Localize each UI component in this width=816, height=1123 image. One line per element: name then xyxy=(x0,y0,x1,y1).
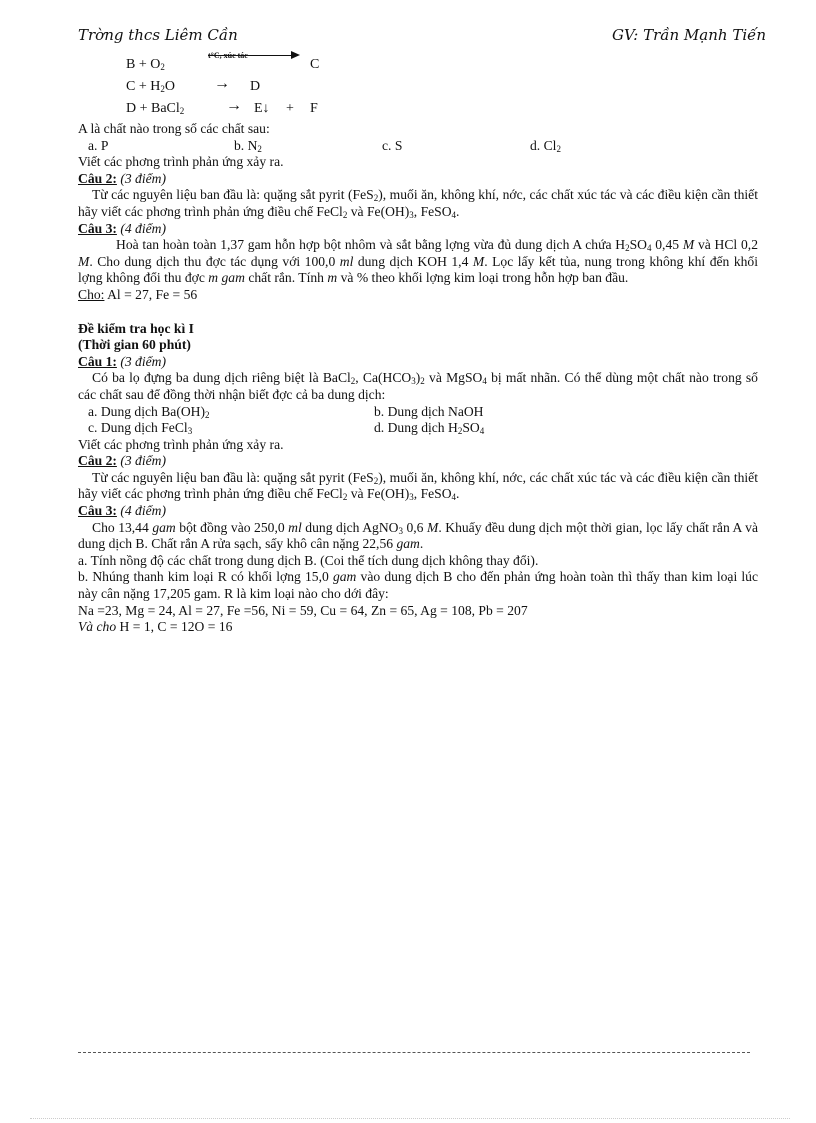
r3-left: D + BaCl xyxy=(126,101,180,116)
p1-question: A là chất nào trong số các chất sau: xyxy=(78,121,270,136)
header-teacher: GV: Trần Mạnh Tiến xyxy=(612,26,767,44)
p1-options xyxy=(78,138,758,155)
p2-option-c: c. Dung dịch FeCl$_3$ xyxy=(88,420,193,437)
right-arrow-icon: → xyxy=(214,75,230,92)
p1-option-a: a. P xyxy=(88,137,109,153)
p2-q1-heading: Câu 1: (3 điểm) xyxy=(78,353,166,369)
p2-option-a: a. Dung dịch $Ba(OH)_2$ xyxy=(88,403,210,420)
p2-options-row2 xyxy=(78,420,758,437)
p2-q2-heading: Câu 2: (3 điểm) xyxy=(78,453,166,469)
p2-masses: Na =23, Mg = 24, Al = 27, Fe =56, Ni = 59, Cu = 64, Zn = 65, Ag = 108, Pb = 207 xyxy=(78,602,528,618)
reaction-condition: t°C, xúc tác xyxy=(208,51,248,60)
p2-q1-text: Có ba lọ đựng ba dung dịch riêng biệt là BaCl$_2$, $Ca(HCO_3)_2$ và MgSO$_4$ bị mất nhãn. Có thể dùng một chất nào trong số các chất sau để đồng thời nhận biết đợc cả ba dung dịch: xyxy=(78,370,758,402)
exam-time: (Thời gian 60 phút) xyxy=(78,337,191,353)
p1-option-d: d. $Cl_2$ xyxy=(530,137,561,154)
r1-left: B + O xyxy=(126,57,161,72)
r3-cl-sub: 2 xyxy=(179,106,185,116)
reaction-2 xyxy=(78,77,758,99)
p2-q2-text: Từ các nguyên liệu ban đầu là: quặng sắt pyrit (FeS$_2$), muối ăn, không khí, nớc, các chất xúc tác và các điều kiện cần thiết hãy viết các phơng trình phản ứng điều chế FeCl$_2$ và $Fe(OH)_3$, FeSO$_4$. xyxy=(78,469,758,503)
p1-q2-text: Từ các nguyên liệu ban đầu là: quặng sắt pyrit (FeS$_2$), muối ăn, không khí, nớc, các chất xúc tác và các điều kiện cần thiết hãy viết các phơng trình phản ứng điều chế FeCl$_2$ và $Fe(OH)_3$, FeSO$_4$. xyxy=(78,187,758,220)
p2-also: Và cho H = 1, C = 12O = 16 xyxy=(78,619,233,635)
p2-option-d: d. Dung dịch $H_2SO_4$ xyxy=(374,420,485,437)
page-bottom-border xyxy=(30,1118,790,1119)
header-school: Trờng thcs Liêm Cần xyxy=(78,26,238,44)
p2-q3-part-b: b. Nhúng thanh kim loại R có khối lợng 15,0 gam vào dung dịch B cho đến phản ứng hoàn toàn thì thấy than kim loại lúc này cân nặng 17,205 gam. R là kim loại nào cho dới đây: xyxy=(78,569,758,602)
r3-plus: + xyxy=(286,101,294,116)
r2-o: O xyxy=(164,79,175,94)
p1-q2-heading: Câu 2: (3 điểm) xyxy=(78,170,166,186)
footer-divider xyxy=(78,1052,750,1053)
right-arrow-icon xyxy=(208,51,300,61)
p1-q3-heading: Câu 3: (4 điểm) xyxy=(78,220,166,236)
p2-q3-heading: Câu 3: (4 điểm) xyxy=(78,503,166,519)
p1-write-eq: Viết các phơng trình phản ứng xảy ra. xyxy=(78,154,284,170)
p2-options-row1 xyxy=(78,404,758,421)
p1-option-b: b. $N_2$ xyxy=(234,137,262,154)
document-body xyxy=(78,51,758,636)
r3-product1: E↓ xyxy=(254,101,270,116)
r1-right: C xyxy=(310,57,320,72)
reaction-1 xyxy=(78,51,758,77)
r2-left: C + H xyxy=(126,79,161,94)
r1-o-sub: 2 xyxy=(160,62,165,72)
p1-option-c: c. S xyxy=(382,137,403,153)
exam-title: Đề kiểm tra học kì I xyxy=(78,320,194,336)
reaction-condition-arrow xyxy=(208,49,300,59)
r3-product2: F xyxy=(310,101,318,116)
reaction-3 xyxy=(78,99,758,121)
p1-given: Cho: Al = 27, Fe = 56 xyxy=(78,286,198,302)
p2-q3-part-a: a. Tính nồng độ các chất trong dung dịch B. (Coi thể tích dung dịch không thay đổi). xyxy=(78,552,539,568)
right-arrow-icon: → xyxy=(226,97,242,114)
r2-h-sub: 2 xyxy=(160,84,165,94)
p2-write-eq: Viết các phơng trình phản ứng xảy ra. xyxy=(78,436,284,452)
p2-option-b: b. Dung dịch NaOH xyxy=(374,403,484,419)
r2-right: D xyxy=(250,79,261,94)
p1-q3-text: Hoà tan hoàn toàn 1,37 gam hỗn hợp bột nhôm và sắt bằng lợng vừa đủ dung dịch A chứa $H_2SO_4$ 0,45 M và HCl 0,2 M. Cho dung dịch thu đợc tác dụng với 100,0 ml dung dịch KOH 1,4 M. Lọc lấy kết tủa, nung trong không khí đến khối lợng không đổi thu đợc m gam chất rắn. Tính m và % theo khối lợng kim loại trong hỗn hợp ban đầu. xyxy=(78,237,758,286)
p2-q3-text: Cho 13,44 gam bột đồng vào 250,0 ml dung dịch AgNO$_3$ 0,6 M. Khuấy đều dung dịch một thời gian, lọc lấy chất rắn A và dung dịch B. Chất rắn A rửa sạch, sấy khô cân nặng 22,56 gam. xyxy=(78,519,758,552)
